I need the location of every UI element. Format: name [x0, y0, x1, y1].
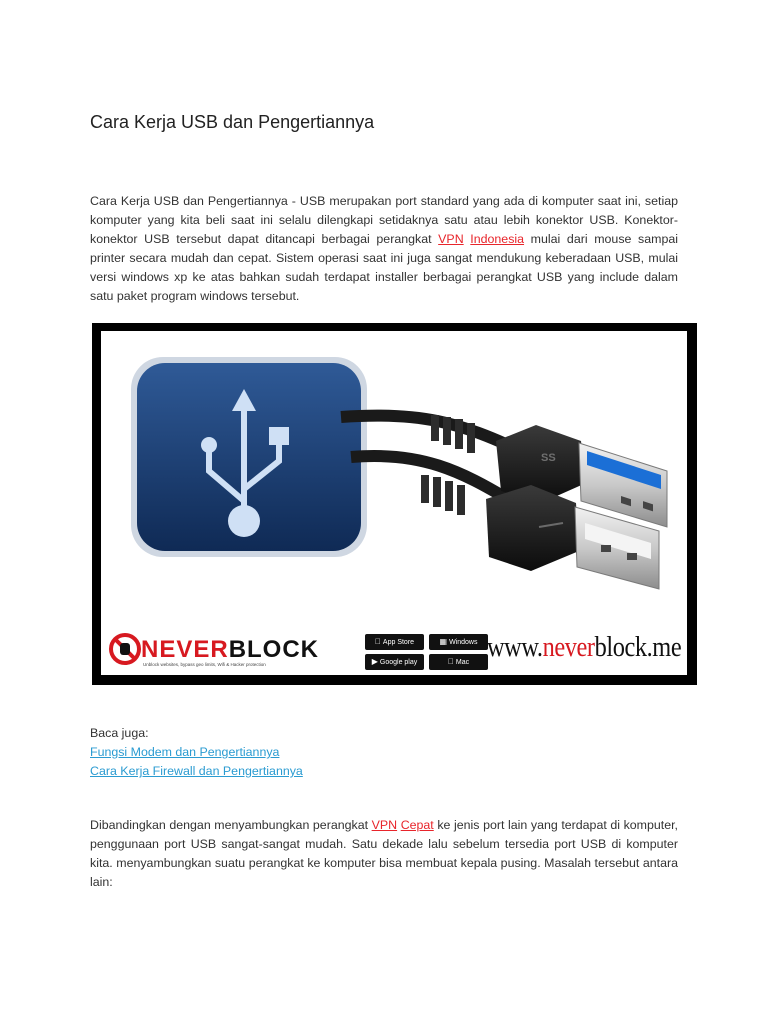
no-entry-hand-icon	[111, 635, 139, 663]
google-play-label: Google play	[379, 659, 418, 666]
hero-image-canvas	[101, 331, 687, 675]
google-play-badge	[365, 654, 424, 670]
brand-name-prefix: NEVER	[141, 636, 229, 663]
vpn-link[interactable]: VPN	[438, 232, 464, 246]
indonesia-link[interactable]: Indonesia	[470, 232, 525, 246]
related-label: Baca juga:	[90, 726, 149, 740]
article-title: Cara Kerja USB dan Pengertiannya	[90, 112, 375, 132]
windows-label: Windows	[449, 639, 478, 646]
mac-badge	[429, 654, 488, 670]
cepat-link[interactable]: Cepat	[400, 818, 434, 832]
app-store-badge	[365, 634, 424, 650]
site-url-prefix: www.	[487, 631, 543, 663]
intro-paragraph	[90, 192, 678, 306]
brand-name-suffix: BLOCK	[228, 636, 320, 663]
mac-label: Mac	[452, 658, 467, 665]
related-links	[90, 724, 303, 781]
site-url-middle: never	[542, 631, 595, 663]
related-link-modem[interactable]: Fungsi Modem dan Pengertiannya	[90, 745, 280, 759]
windows-icon: ▦	[439, 637, 448, 646]
usb-illustration	[101, 331, 687, 675]
usb-tile-icon	[131, 357, 367, 557]
second-paragraph	[90, 816, 678, 892]
app-store-label: App Store	[379, 638, 412, 645]
intro-text-start: Cara Kerja USB dan Pengertiannya - USB merupakan port standard yang ada di komputer saat ini, setiap komputer yang kita beli saat ini selalu dilengkapi setidaknya satu atau lebih konektor USB. Konektor-konektor USB tersebut dapat ditancapi berbagai perangkat	[90, 194, 678, 246]
play-icon: ▶	[371, 657, 378, 666]
site-url-suffix: block.me	[594, 631, 682, 663]
brand-tagline: Unblock websites, bypass geo limits, Wifi & Hacker protection	[143, 662, 266, 667]
vpn-link-2[interactable]: VPN	[371, 818, 398, 832]
windows-badge	[429, 634, 488, 650]
usb-hero-image	[92, 323, 697, 685]
second-text-end: ke jenis port lain yang terdapat di komputer, penggunaan port USB sangat-sangat mudah. Satu dekade lalu sebelum tersedia port USB di komputer kita. menyambungkan suatu perangkat ke komputer bisa membuat kepala pusing. Masalah tersebut antara lain:	[90, 818, 678, 889]
cable-ss-label: SS	[541, 452, 556, 464]
apple-icon	[375, 634, 381, 650]
brand-name	[141, 636, 319, 664]
usb-cables	[341, 415, 667, 589]
second-text-start: Dibandingkan dengan menyambungkan perangkat	[90, 818, 372, 832]
apple-icon	[448, 654, 454, 670]
related-link-firewall[interactable]: Cara Kerja Firewall dan Pengertiannya	[90, 764, 303, 778]
site-url	[487, 631, 681, 664]
intro-text-end: mulai dari mouse sampai printer secara mudah dan cepat. Sistem operasi saat ini juga sangat mendukung keberadaan USB, mulai versi windows xp ke atas bahkan sudah terdapat installer berbagai perangkat USB yang include dalam satu paket program windows tersebut.	[90, 232, 678, 303]
